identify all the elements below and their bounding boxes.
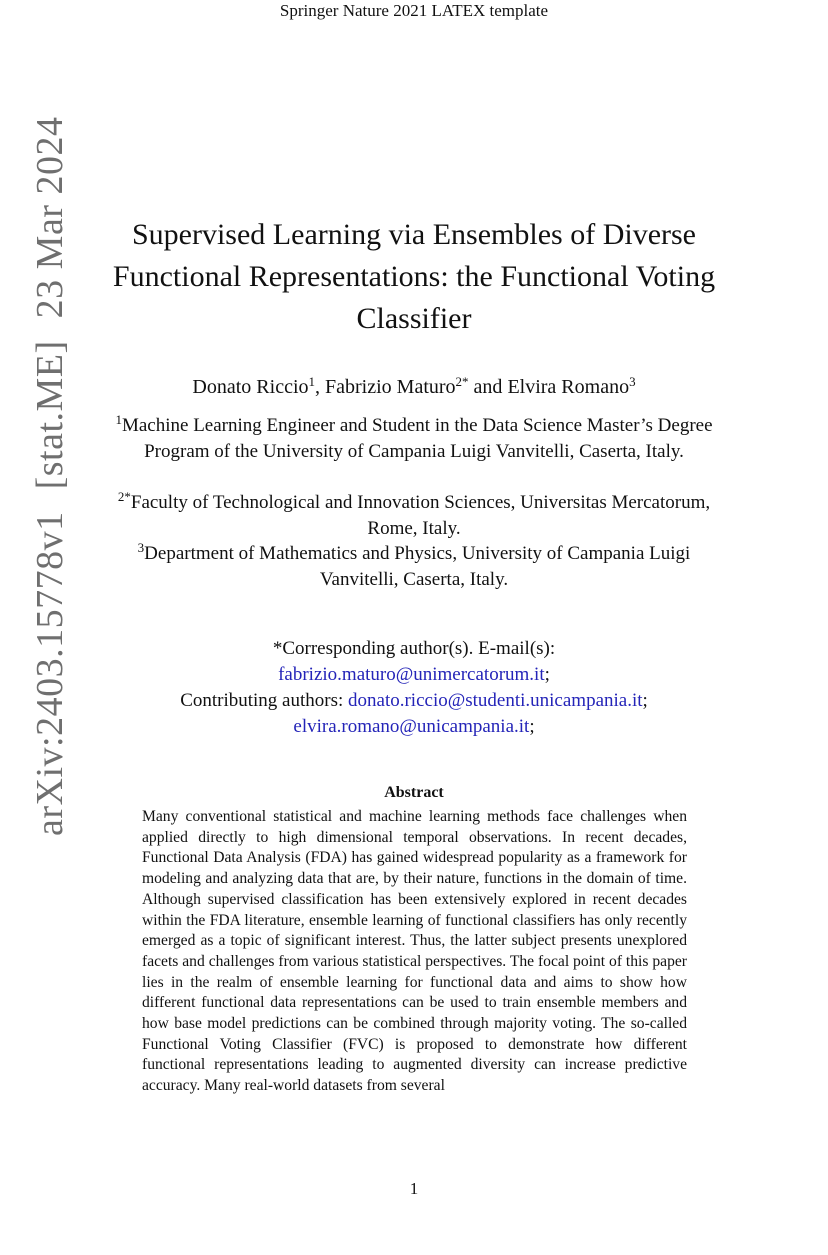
contributing-email-link[interactable]: donato.riccio@studenti.unicampania.it [348,690,643,711]
author-mark: 2* [455,374,469,389]
affiliation-2 [110,490,718,542]
corresponding-email-line [90,662,738,688]
arxiv-category: [stat.ME] [29,340,71,490]
arxiv-stamp [30,117,70,836]
author-list [100,374,728,400]
abstract-text: Many conventional statistical and machine learning methods face challenges when applied directly to high dimensional temporal observations. In recent decades, Functional Data Analysis (FDA) has gained widespread popularity as a framework for modeling and analyzing data that are, by their nature, functions in the domain of time. Although supervised classification has been extensively explored in recent decades within the FDA literature, ensemble learning of functional classifiers has only recently emerged as a topic of significant interest. Thus, the latter subject presents unexplored facets and challenges from various statistical perspectives. The focal point of this paper lies in the realm of ensemble learning for functional data and aims to show how different functional data representations can be used to train ensemble members and how base model predictions can be combined through majority voting. The so-called Functional Voting Classifier (FVC) is proposed to demonstrate how different functional representations leading to augmented diversity can increase predictive accuracy. Many real-world datasets from several [142,808,687,1095]
author-name: Fabrizio Maturo [325,376,456,398]
corresponding-label: *Corresponding author(s). E-mail(s): [272,638,556,659]
abstract-heading: Abstract [384,784,444,801]
affiliation-text: Machine Learning Engineer and Student in the Data Science Master’s Degree Program of the University of Campania Luigi Vanvitelli, Caserta, Italy. [121,415,713,462]
author-mark: 3 [629,374,636,389]
separator: ; [544,664,550,685]
author-name: Donato Riccio [192,376,309,398]
author-separator: , [315,376,326,398]
contributing-email-line [90,714,738,740]
contributing-email-link[interactable]: elvira.romano@unicampania.it [293,716,530,737]
separator: ; [529,716,535,737]
affiliation-3 [110,541,718,593]
running-head: Springer Nature 2021 LATEX template [279,1,549,20]
page-number: 1 [409,1179,419,1198]
corresponding-email-link[interactable]: fabrizio.maturo@unimercatorum.it [278,664,545,685]
author-name: Elvira Romano [507,376,630,398]
arxiv-id: arXiv:2403.15778v1 [29,511,71,836]
affiliation-1 [110,413,718,465]
arxiv-date: 23 Mar 2024 [29,116,71,319]
contributing-label: Contributing authors: [180,690,344,711]
affiliation-text: Faculty of Technological and Innovation Sciences, Universitas Mercatorum, Rome, Italy. [130,492,711,539]
affiliation-mark: 1 [115,412,122,427]
author-mark: 1 [308,374,316,389]
paper-title: Supervised Learning via Ensembles of Diverse Functional Representations: the Functional Voting Classifier [112,218,716,335]
affiliation-mark: 2* [117,489,131,504]
affiliation-mark: 3 [137,540,145,555]
separator: ; [642,690,648,711]
author-separator: and [468,376,508,398]
affiliation-text: Department of Mathematics and Physics, University of Campania Luigi Vanvitelli, Caserta, Italy. [144,543,691,590]
correspondence-block [90,636,738,740]
contributing-line [90,688,738,714]
